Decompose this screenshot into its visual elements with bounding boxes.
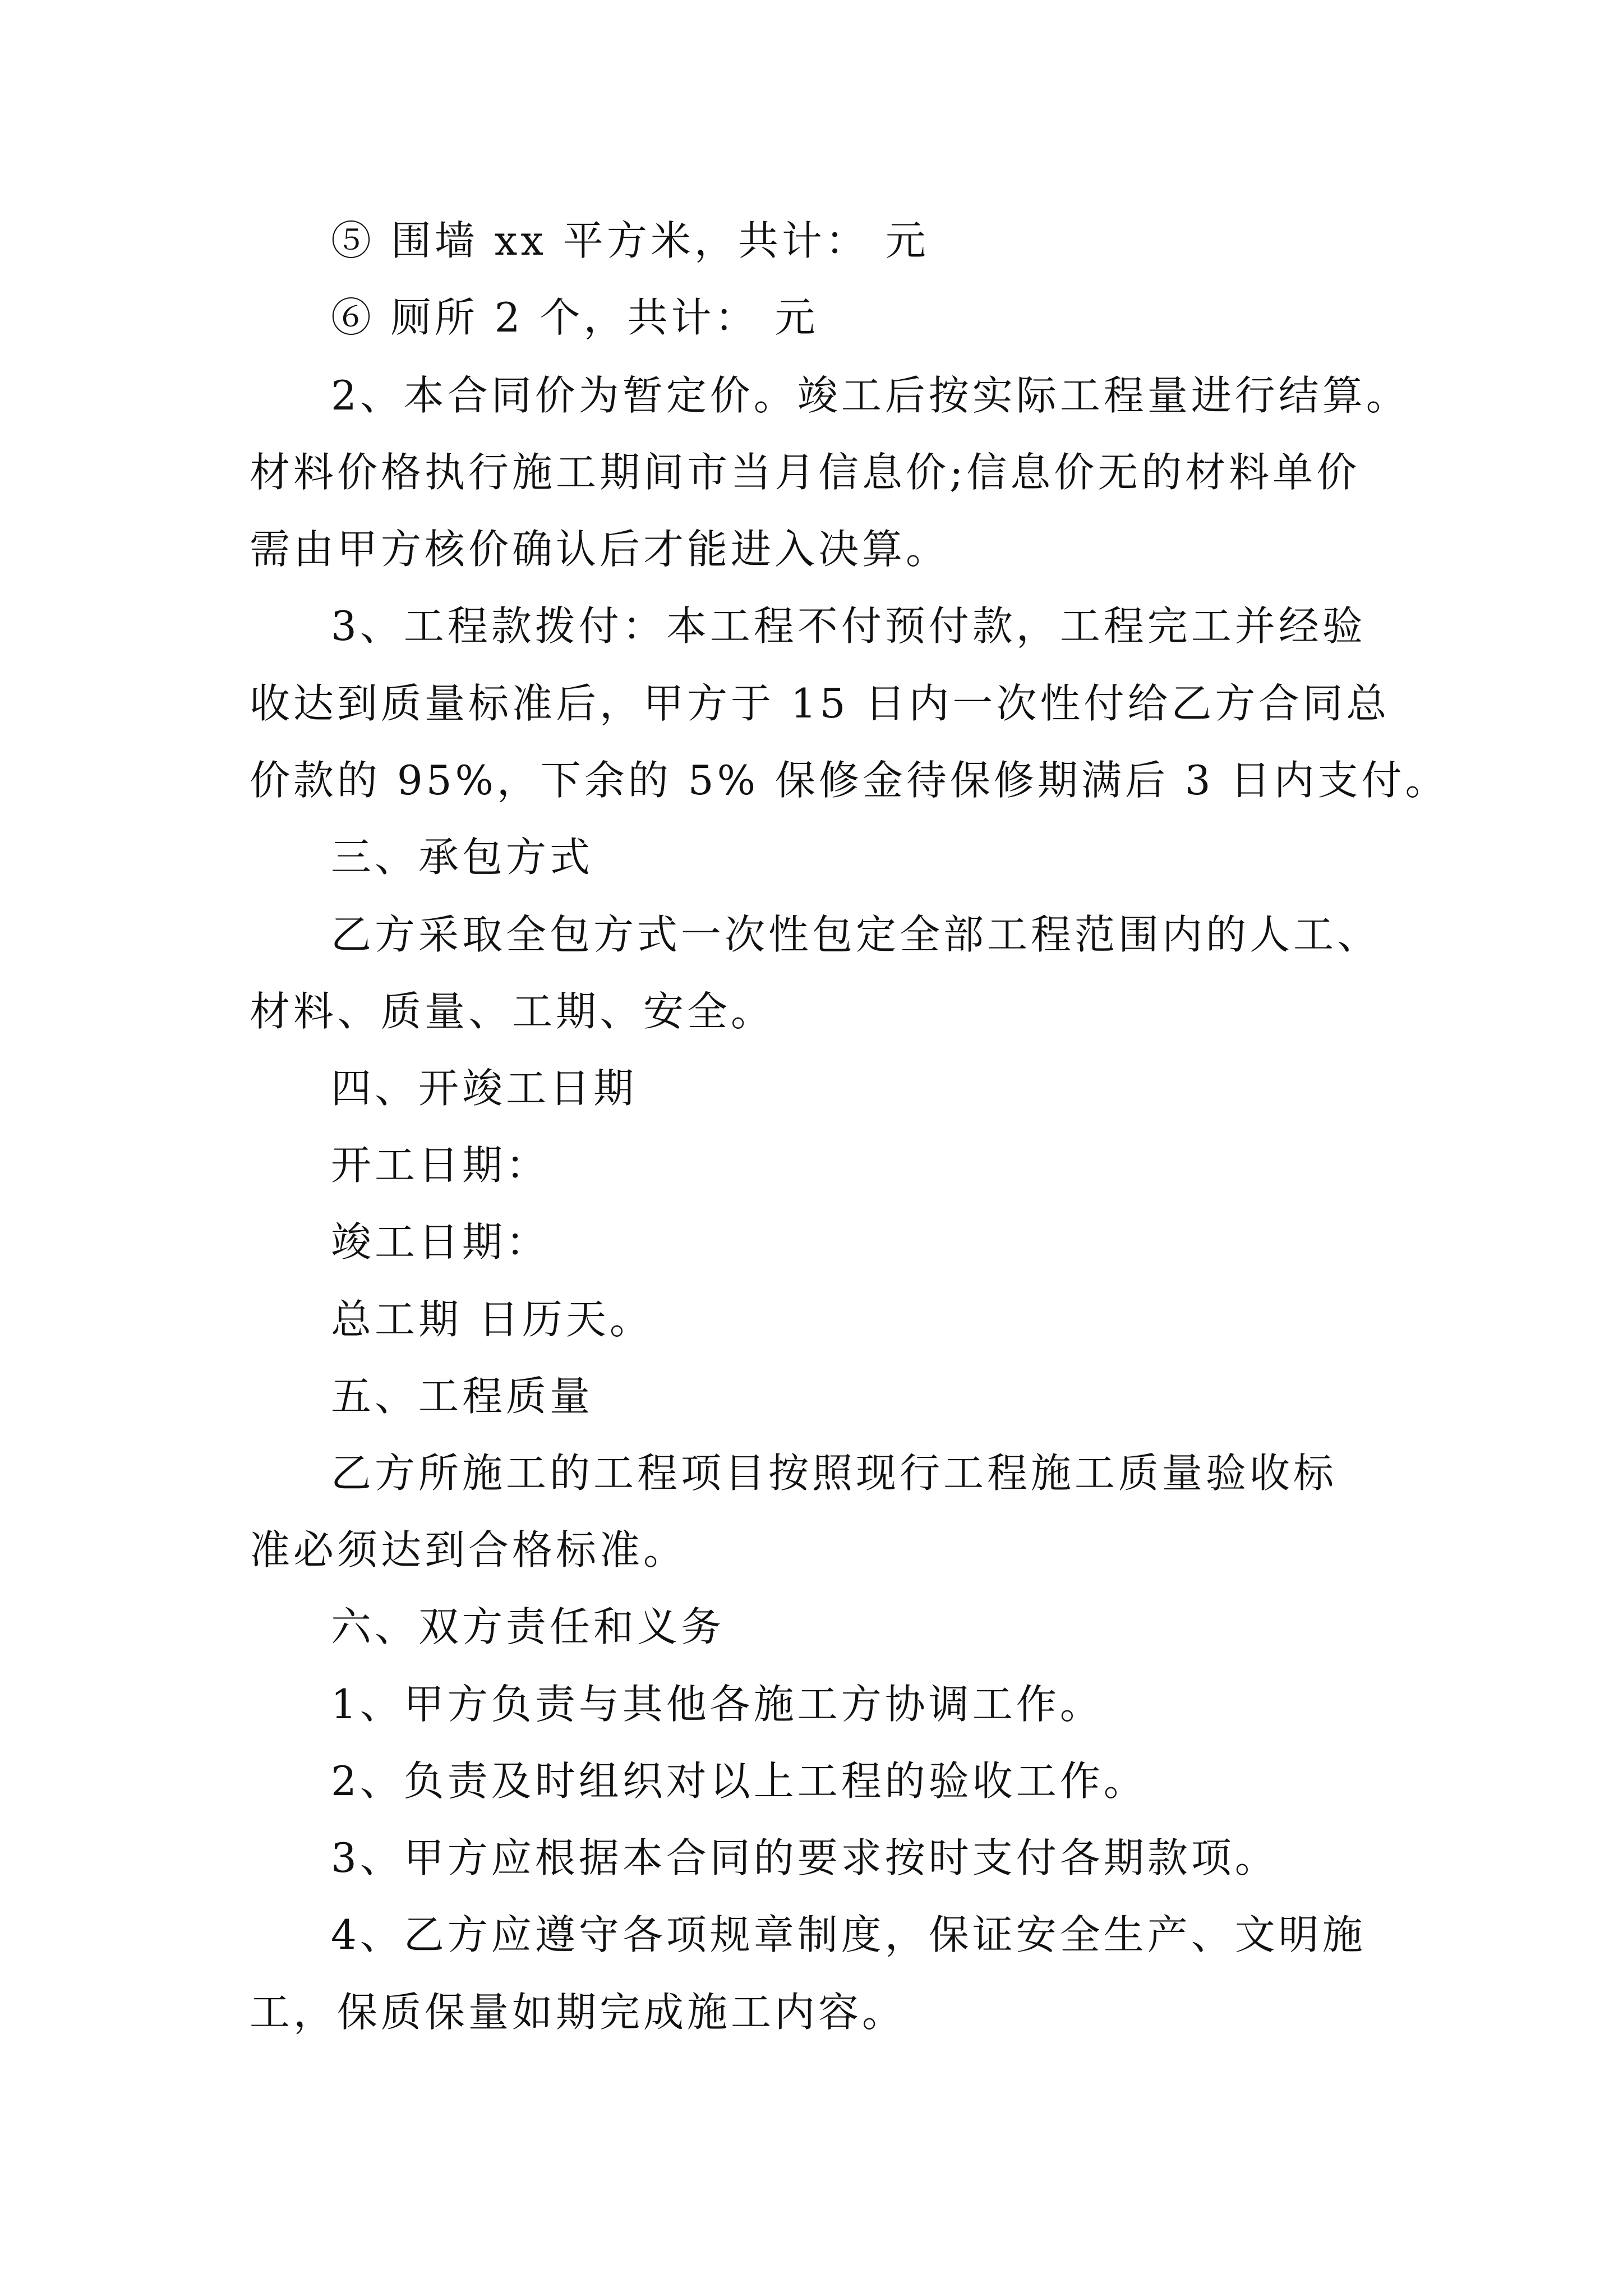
line-item-5-wall: ⑤ 围墙 xx 平方米，共计： 元: [331, 217, 929, 264]
section-heading-4: 四、开竣工日期: [331, 1065, 638, 1112]
para-2-line-3: 需由甲方核价确认后才能进入决算。: [250, 526, 950, 573]
duty-item-2: 2、负责及时组织对以上工程的验收工作。: [331, 1757, 1147, 1805]
section-heading-6: 六、双方责任和义务: [331, 1603, 725, 1650]
para-2-line-2: 材料价格执行施工期间市当月信息价;信息价无的材料单价: [250, 449, 1361, 496]
total-duration-line: 总工期 日历天。: [331, 1296, 653, 1343]
para-3-line-1: 3、工程款拨付：本工程不付预付款，工程完工并经验: [331, 602, 1366, 650]
contract-mode-line-1: 乙方采取全包方式一次性包定全部工程范围内的人工、: [331, 911, 1381, 958]
line-item-6-toilet: ⑥ 厕所 2 个，共计： 元: [331, 294, 819, 341]
duty-item-4-line-1: 4、乙方应遵守各项规章制度，保证安全生产、文明施: [331, 1911, 1366, 1958]
section-heading-3: 三、承包方式: [331, 834, 594, 881]
contract-mode-line-2: 材料、质量、工期、安全。: [250, 988, 775, 1035]
duty-item-1: 1、甲方负责与其他各施工方协调工作。: [331, 1681, 1104, 1728]
para-3-line-2: 收达到质量标准后，甲方于 15 日内一次性付给乙方合同总: [250, 680, 1390, 727]
completion-date-line: 竣工日期：: [331, 1218, 550, 1266]
para-2-line-1: 2、本合同价为暂定价。竣工后按实际工程量进行结算。: [331, 372, 1410, 419]
start-date-line: 开工日期：: [331, 1142, 550, 1189]
quality-line-2: 准必须达到合格标准。: [250, 1526, 688, 1573]
quality-line-1: 乙方所施工的工程项目按照现行工程施工质量验收标: [331, 1450, 1338, 1497]
section-heading-5: 五、工程质量: [331, 1373, 594, 1420]
duty-item-4-line-2: 工，保质保量如期完成施工内容。: [250, 1989, 906, 2036]
para-3-line-3: 价款的 95%，下余的 5% 保修金待保修期满后 3 日内支付。: [250, 757, 1449, 804]
duty-item-3: 3、甲方应根据本合同的要求按时支付各期款项。: [331, 1834, 1279, 1881]
